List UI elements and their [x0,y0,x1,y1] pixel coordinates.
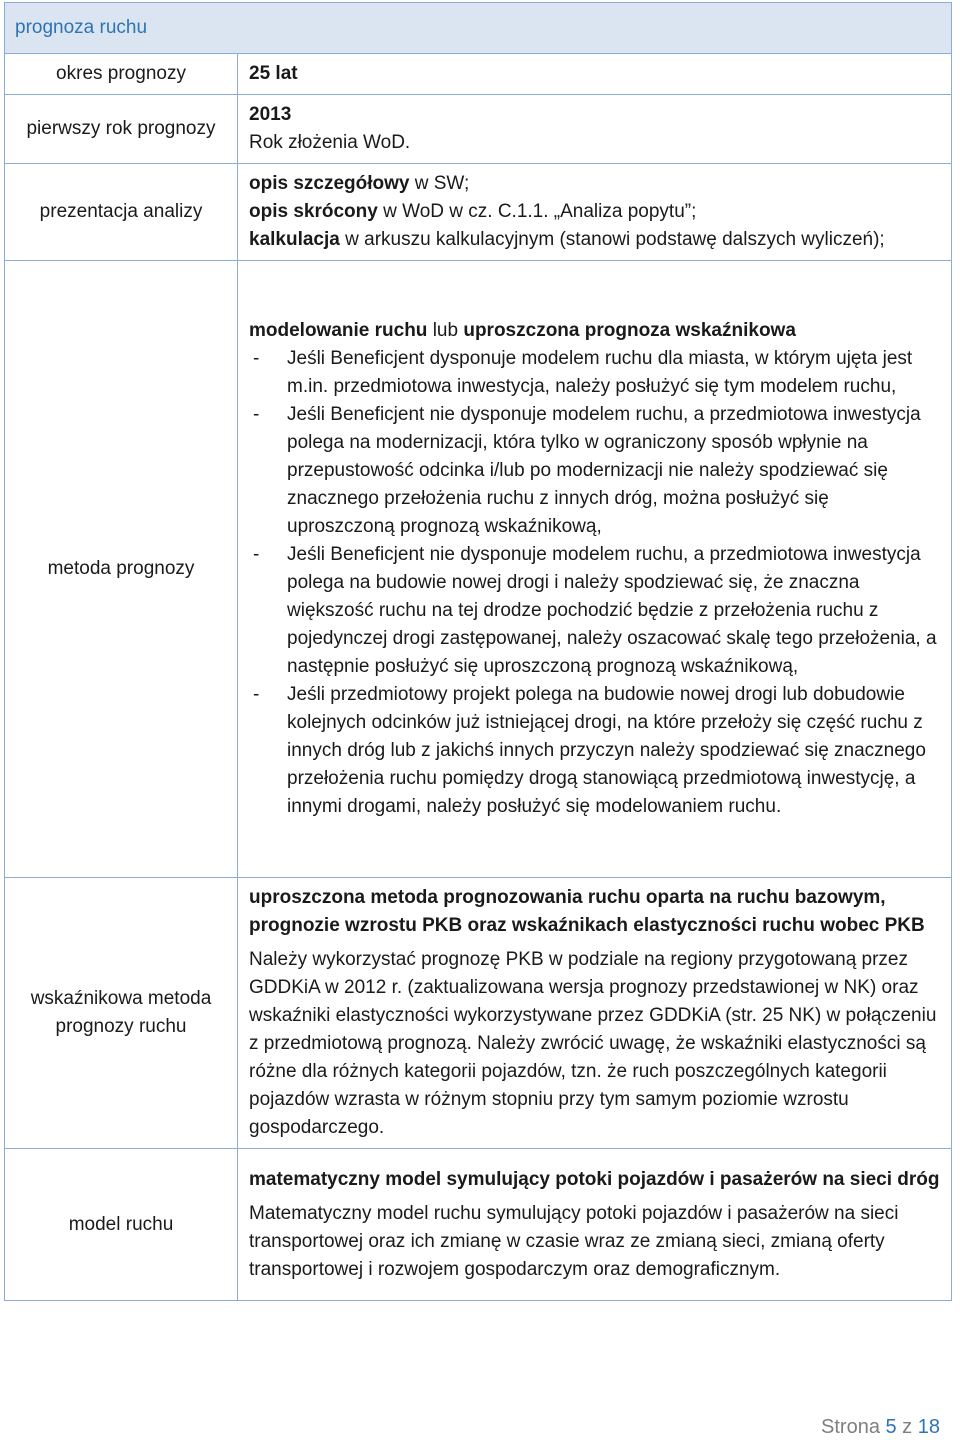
value-period: 25 lat [238,54,952,95]
label-period: okres prognozy [5,54,238,95]
row-period [5,54,952,95]
forecast-table [4,2,952,1301]
indicator-body: Należy wykorzystać prognozę PKB w podziale na regiony przygotowaną przez GDDKiA w 2012 r. (zaktualizowana wersja prognozy przedstawionej w NK) oraz wskaźniki elastyczności wykorzystywane przez GDDKiA (str. 25 NK) w połączeniu z przedmiotową prognozą. Należy zwrócić uwagę, że wskaźniki elastyczności są różne dla różnych kategorii pojazdów, tzn. że ruch poszczególnych kategorii pojazdów wzrasta w różnym stopniu przy tym samym poziomie wzrostu gospodarczego. [249,949,937,1138]
footer-prefix: Strona [821,1416,886,1438]
presentation-line-2 [249,198,941,226]
method-list-item [249,345,941,401]
model-heading: matematyczny model symulujący potoki pojazdów i pasażerów na sieci dróg [249,1168,940,1190]
value-method [238,261,952,878]
title-row [5,3,952,54]
first-year-note: Rok złożenia WoD. [249,132,411,153]
presentation-line-1-bold: opis szczegółowy [249,173,410,194]
value-indicator [238,878,952,1149]
label-indicator: wskaźnikowa metoda prognozy ruchu [5,878,238,1149]
method-list-item [249,401,941,541]
method-list-item [249,681,941,821]
presentation-line-2-text: w WoD w cz. C.1.1. „Analiza popytu”; [377,201,697,222]
method-heading-connector: lub [427,320,464,341]
page-footer [821,1416,940,1439]
dash-bullet: - [253,544,260,565]
dash-bullet: - [253,348,260,369]
table-title: prognoza ruchu [5,3,952,54]
method-list-item-text: Jeśli Beneficjent nie dysponuje modelem ruchu, a przedmiotowa inwestycja polega na modernizacji, która tylko w ograniczony sposób wpłynie na przepustowość odcinka i/lub po modernizacji nie należy spodziewać się znacznego przełożenia ruchu z innych dróg, można posłużyć się uproszczoną prognozą wskaźnikową, [287,404,921,537]
row-presentation [5,164,952,261]
method-list-item-text: Jeśli Beneficjent nie dysponuje modelem ruchu, a przedmiotowa inwestycja polega na budowie nowej drogi i należy spodziewać się, że znaczna większość ruchu na tej drodze pochodzić będzie z przełożenia ruchu z pojedynczej drogi zastępowanej, należy oszacować skalę tego przełożenia, a następnie posłużyć się uproszczoną prognozą wskaźnikową, [287,544,937,677]
value-model [238,1149,952,1301]
label-first-year: pierwszy rok prognozy [5,95,238,164]
method-heading-bold-2: uproszczona prognoza wskaźnikowa [463,320,796,341]
row-method [5,261,952,878]
footer-separator: z [896,1416,918,1438]
first-year-value: 2013 [249,104,292,125]
method-list [249,345,941,821]
presentation-line-2-bold: opis skrócony [249,201,378,222]
label-presentation: prezentacja analizy [5,164,238,261]
value-first-year [238,95,952,164]
row-indicator [5,878,952,1149]
presentation-line-3-text: w arkuszu kalkulacyjnym (stanowi podstawę dalszych wyliczeń); [339,229,885,250]
label-method: metoda prognozy [5,261,238,878]
indicator-heading: uproszczona metoda prognozowania ruchu oparta na ruchu bazowym, prognozie wzrostu PKB oraz wskaźnikach elastyczności ruchu wobec PKB [249,887,925,936]
dash-bullet: - [253,684,260,705]
method-list-item [249,541,941,681]
method-list-item-text: Jeśli Beneficjent dysponuje modelem ruchu dla miasta, w którym ujęta jest m.in. przedmiotowa inwestycja, należy posłużyć się tym modelem ruchu, [287,348,913,397]
value-presentation [238,164,952,261]
row-first-year [5,95,952,164]
method-list-item-text: Jeśli przedmiotowy projekt polega na budowie nowej drogi lub dobudowie kolejnych odcinków już istniejącej drogi, na które przełoży się część ruchu z innych dróg lub z jakichś innych przyczyn należy spodziewać się znacznego przełożenia ruchu pomiędzy drogą stanowiącą przedmiotową inwestycję, a innymi drogami, należy posłużyć się modelowaniem ruchu. [287,684,926,817]
presentation-line-3 [249,226,941,254]
dash-bullet: - [253,404,260,425]
model-body: Matematyczny model ruchu symulujący potoki pojazdów i pasażerów na sieci transportowej oraz ich zmianę w czasie wraz ze zmianą sieci, zmianą oferty transportowej i rozwojem gospodarczym oraz demograficznym. [249,1202,899,1280]
row-model [5,1149,952,1301]
method-heading [249,317,941,345]
presentation-line-1 [249,170,941,198]
footer-page-number: 5 [885,1416,897,1438]
method-heading-bold-1: modelowanie ruchu [249,320,428,341]
footer-page-total: 18 [917,1416,940,1438]
label-model: model ruchu [5,1149,238,1301]
presentation-line-1-text: w SW; [409,173,470,194]
presentation-line-3-bold: kalkulacja [249,229,340,250]
